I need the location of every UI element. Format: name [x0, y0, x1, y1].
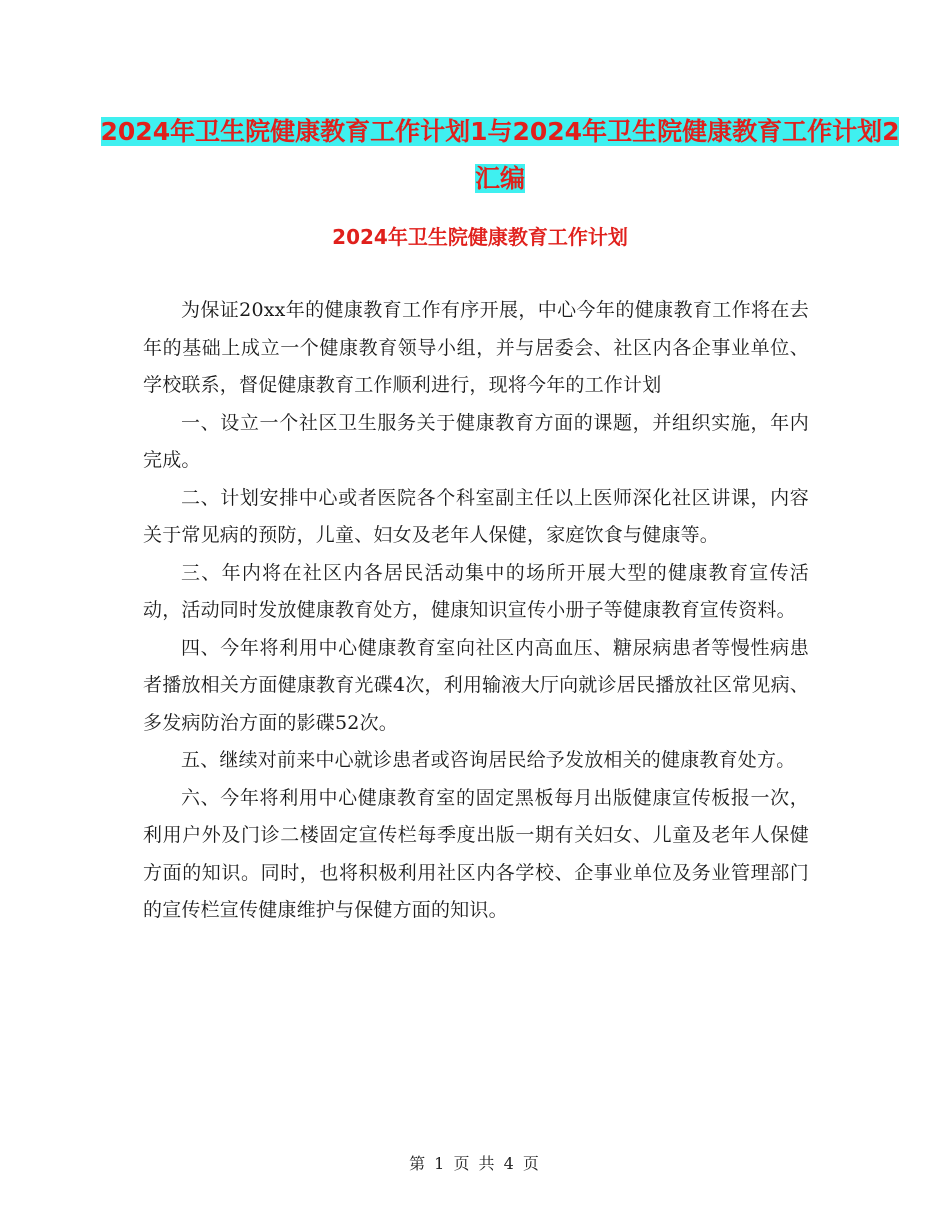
document-body: [143, 292, 809, 930]
paragraph-item-3: 三、年内将在社区内各居民活动集中的场所开展大型的健康教育宣传活动，活动同时发放健康教育处方，健康知识宣传小册子等健康教育宣传资料。: [143, 561, 809, 621]
paragraph-item-2: 二、计划安排中心或者医院各个科室副主任以上医师深化社区讲课，内容关于常见病的预防，儿童、妇女及老年人保健，家庭饮食与健康等。: [143, 486, 809, 546]
paragraph-item-4: 四、今年将利用中心健康教育室向社区内高血压、糖尿病患者等慢性病患者播放相关方面健康教育光碟4次，利用输液大厅向就诊居民播放社区常见病、多发病防治方面的影碟52次。: [143, 636, 809, 734]
paragraph-item-5: 五、继续对前来中心就诊患者或咨询居民给予发放相关的健康教育处方。: [181, 749, 796, 771]
paragraph-intro: 为保证20xx年的健康教育工作有序开展，中心今年的健康教育工作将在去年的基础上成立一个健康教育领导小组，并与居委会、社区内各企事业单位、学校联系，督促健康教育工作顺利进行，现将今年的工作计划: [143, 299, 809, 396]
document-title: [100, 108, 900, 202]
paragraph-item-6: 六、今年将利用中心健康教育室的固定黑板每月出版健康宣传板报一次，利用户外及门诊二楼固定宣传栏每季度出版一期有关妇女、儿童及老年人保健方面的知识。同时，也将积极利用社区内各学校、企事业单位及务业管理部门的宣传栏宣传健康维护与保健方面的知识。: [143, 786, 809, 921]
section-title: 2024年卫生院健康教育工作计划: [332, 225, 628, 249]
document-title-text: 2024年卫生院健康教育工作计划1与2024年卫生院健康教育工作计划2汇编: [100, 117, 900, 193]
page-footer: 第 1 页 共 4 页: [409, 1154, 541, 1173]
paragraph-item-1: 一、设立一个社区卫生服务关于健康教育方面的课题，并组织实施，年内完成。: [143, 411, 809, 471]
